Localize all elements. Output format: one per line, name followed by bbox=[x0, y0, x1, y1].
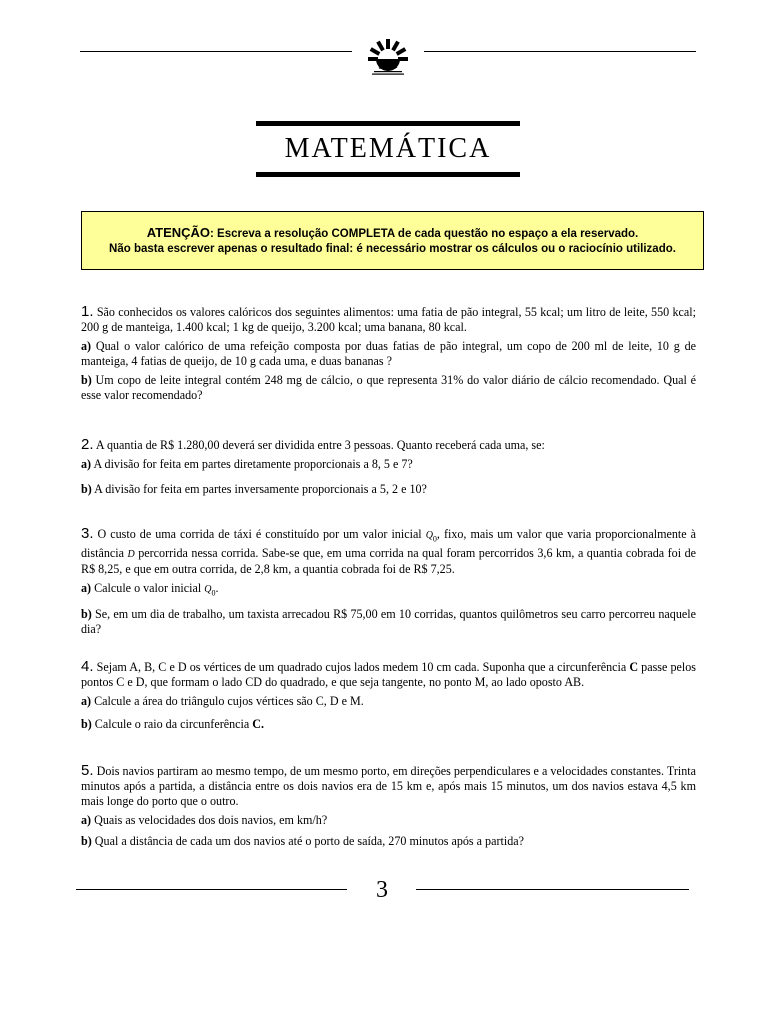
notice-line-1 bbox=[82, 225, 703, 242]
item-text: Qual o valor calórico de uma refeição composta por duas fatias de pão integral, um copo de 200 ml de leite, 10 g de manteiga, 4 fatias de queijo, de 10 g cada uma, e duas bananas ? bbox=[81, 339, 696, 368]
question-number: 3. bbox=[81, 525, 94, 542]
item-label: b) bbox=[81, 717, 92, 731]
question-5 bbox=[81, 763, 696, 849]
header-rule-left bbox=[80, 51, 352, 52]
question-1 bbox=[81, 304, 696, 403]
question-3 bbox=[81, 526, 696, 637]
item-label: b) bbox=[81, 482, 92, 496]
notice-attention: ATENÇÃO bbox=[146, 225, 211, 240]
item-label: a) bbox=[81, 339, 92, 353]
question-statement-3: percorrida nessa corrida. Sabe-se que, em uma corrida na qual foram percorridos 3,6 km, a quantia cobrada foi de R$ 8,25, e que em outra corrida, de 2,8 km, a quantia cobrada foi de R$ 7,25. bbox=[81, 546, 696, 577]
item-text: Calcule o raio da circunferência bbox=[94, 717, 250, 731]
footer-rule-left bbox=[76, 889, 347, 890]
item-text: Se, em um dia de trabalho, um taxista arrecadou R$ 75,00 em 10 corridas, quantos quilômetros seu carro percorreu naquele dia? bbox=[81, 606, 696, 636]
question-statement-2: passe pelos pontos C e D, que formam o lado CD do quadrado, e que seja tangente, no ponto M, ao lado oposto AB. bbox=[81, 660, 696, 689]
logo-subtitle-lines bbox=[370, 71, 406, 75]
item-label: b) bbox=[81, 834, 92, 848]
item-text: A divisão for feita em partes diretamente proporcionais a 8, 5 e 7? bbox=[93, 457, 413, 471]
title-bar-top bbox=[256, 121, 520, 126]
header-rule-right bbox=[424, 51, 696, 52]
variable-q: Q bbox=[425, 530, 433, 541]
page-number: 3 bbox=[376, 877, 388, 903]
circle-label: C bbox=[629, 660, 639, 674]
item-label: b) bbox=[81, 373, 92, 387]
item-label: b) bbox=[81, 606, 92, 621]
variable-d: D bbox=[127, 549, 135, 561]
question-4 bbox=[81, 659, 696, 732]
question-number: 1. bbox=[81, 303, 94, 320]
question-statement-1: Sejam A, B, C e D os vértices de um quadrado cujos lados medem 10 cm cada. Suponha que a circunferência bbox=[96, 660, 627, 674]
item-text: A divisão for feita em partes inversamente proporcionais a 5, 2 e 10? bbox=[94, 482, 427, 496]
logo-label: UNICAMP bbox=[378, 65, 398, 70]
footer-rule-right bbox=[416, 889, 689, 890]
question-number: 4. bbox=[81, 658, 94, 675]
circle-label: C. bbox=[252, 717, 265, 731]
item-text: Quais as velocidades dos dois navios, em km/h? bbox=[94, 813, 328, 827]
question-number: 5. bbox=[81, 762, 94, 779]
item-label: a) bbox=[81, 457, 92, 471]
item-label: a) bbox=[81, 813, 92, 827]
question-2 bbox=[81, 437, 696, 497]
question-statement: Dois navios partiram ao mesmo tempo, de um mesmo porto, em direções perpendiculares e a velocidades constantes. Trinta minutos após a partida, a distância entre os dois navios era de 15 km e, após mais 15 minutos, um dos navios estava 4,5 km mais longe do porto que o outro. bbox=[81, 764, 696, 808]
item-text: Um copo de leite integral contém 248 mg de cálcio, o que representa 31% do valor diário de cálcio recomendado. Qual é esse valor recomendado? bbox=[81, 373, 696, 402]
notice-line1-text: : Escreva a resolução COMPLETA de cada questão no espaço a ela reservado. bbox=[210, 228, 639, 240]
item-text: Qual a distância de cada um dos navios até o porto de saída, 270 minutos após a partida? bbox=[94, 834, 525, 848]
item-suffix: . bbox=[215, 581, 219, 596]
item-label: a) bbox=[81, 581, 92, 596]
page-title: MATEMÁTICA bbox=[284, 133, 492, 164]
question-statement: São conhecidos os valores calóricos dos seguintes alimentos: uma fatia de pão integral, 55 kcal; um litro de leite, 550 kcal; 200 g de manteiga, 1.400 kcal; 1 kg de queijo, 3.200 kcal; uma banana, 80 kcal. bbox=[81, 305, 696, 334]
notice-line-2: Não basta escrever apenas o resultado final: é necessário mostrar os cálculos ou o raciocínio utilizado. bbox=[109, 243, 676, 255]
item-text: Calcule o valor inicial bbox=[94, 581, 202, 596]
question-statement-1: O custo de uma corrida de táxi é constituído por um valor inicial bbox=[97, 527, 422, 541]
question-statement: A quantia de R$ 1.280,00 deverá ser dividida entre 3 pessoas. Quanto receberá cada uma, se: bbox=[95, 438, 545, 452]
question-number: 2. bbox=[81, 436, 94, 453]
variable-q-subscript: 0 bbox=[211, 588, 216, 598]
attention-notice bbox=[81, 211, 704, 270]
item-label: a) bbox=[81, 694, 92, 708]
question-statement-2: , fixo, mais um valor que varia proporcionalmente à distância bbox=[81, 527, 696, 561]
item-text: Calcule a área do triângulo cujos vértices são C, D e M. bbox=[94, 694, 364, 708]
title-bar-bottom bbox=[256, 172, 520, 177]
variable-q: Q bbox=[204, 584, 212, 596]
variable-q-subscript: 0 bbox=[432, 534, 437, 544]
